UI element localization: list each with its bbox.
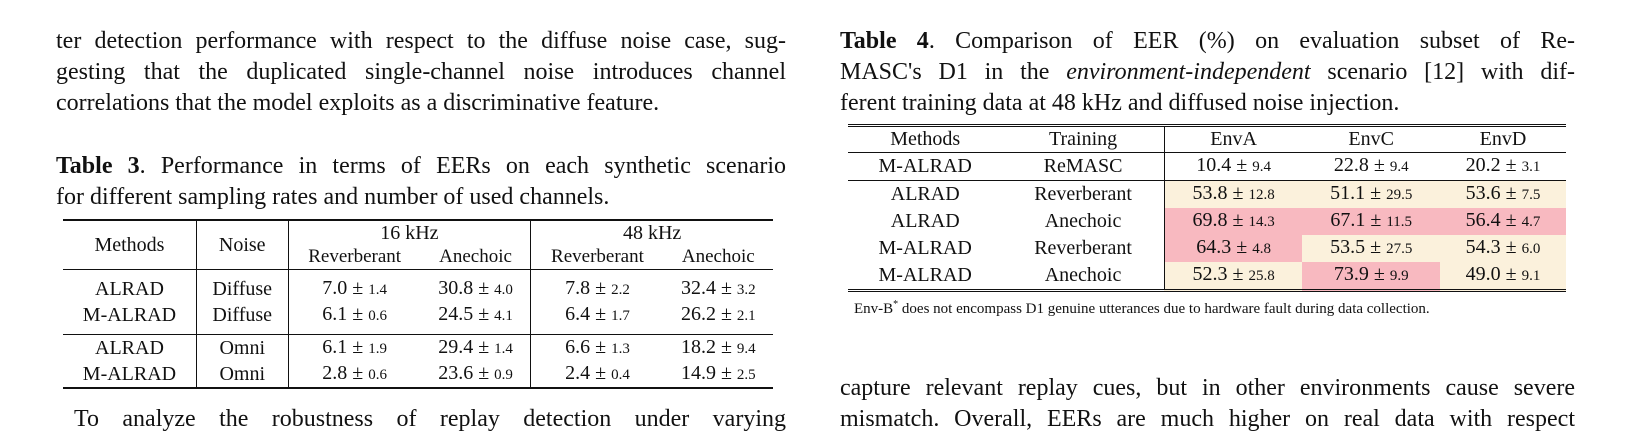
table3-cell: 26.2 ± 2.1 bbox=[680, 303, 756, 325]
table4-header: EnvA bbox=[1164, 126, 1302, 153]
table4-label: Table 4 bbox=[840, 28, 929, 54]
table4-cell: 53.6 ± 7.5 bbox=[1440, 181, 1566, 209]
table4-caption: Table 4. Comparison of EER (%) on evaluation subset of Re- MASC's D1 in the environment-independent scenario [12] with dif- ferent training data at 48 kHz and diffused noise injection. bbox=[840, 28, 1576, 116]
table3-cell: 6.1 ± 0.6 bbox=[322, 303, 388, 325]
table4-footnote: Env-B* does not encompass D1 genuine utterances due to hardware fault during data collection. bbox=[854, 299, 1430, 317]
table4-method: M-ALRAD bbox=[848, 262, 1002, 291]
bottom-paragraph-line: mismatch. Overall, EERs are much higher on real data with respect bbox=[840, 406, 1575, 432]
paragraph-line: correlations that the model exploits as a discriminative feature. bbox=[56, 90, 660, 116]
table4-training: Anechoic bbox=[1002, 208, 1164, 235]
table4-cell: 67.1 ± 11.5 bbox=[1302, 208, 1439, 235]
bottom-paragraph-line: To analyze the robustness of replay detection under varying bbox=[74, 406, 786, 432]
table3-cell: 18.2 ± 9.4 bbox=[664, 335, 773, 362]
table4-training: ReMASC bbox=[1002, 153, 1164, 181]
table4-method: M-ALRAD bbox=[878, 237, 972, 259]
table4-row bbox=[848, 262, 1566, 291]
table3-caption bbox=[56, 151, 786, 213]
table4-cell: 73.9 ± 9.9 bbox=[1302, 262, 1439, 291]
table3 bbox=[63, 219, 773, 389]
table4-cell: 52.3 ± 25.8 bbox=[1164, 262, 1302, 291]
table4-header: Training bbox=[1002, 126, 1164, 153]
table4-row bbox=[848, 153, 1566, 181]
table3-subheader: Anechoic bbox=[664, 245, 773, 270]
table3-cell: 14.9 ± 2.5 bbox=[664, 361, 773, 388]
table4-cell: 64.3 ± 4.8 bbox=[1164, 235, 1302, 262]
table3-subheader: Reverberant bbox=[288, 245, 421, 270]
table3-cell: 6.6 ± 1.3 bbox=[531, 335, 664, 362]
table3-method: ALRAD bbox=[63, 276, 196, 302]
table4 bbox=[848, 124, 1566, 292]
table4-cell: 54.3 ± 6.0 bbox=[1440, 235, 1566, 262]
table3-label: Table 3 bbox=[56, 153, 140, 179]
table4-header-row bbox=[848, 126, 1566, 153]
table3-subheader: Reverberant bbox=[531, 245, 664, 270]
table3-noise: Diffuse bbox=[196, 302, 288, 328]
table3-row bbox=[63, 361, 773, 388]
table4-cell: 53.8 ± 12.8 bbox=[1164, 181, 1302, 209]
table4-row bbox=[848, 208, 1566, 235]
table3-cell: 2.4 ± 0.4 bbox=[531, 361, 664, 388]
paragraph-line: capture relevant replay cues, but in other environments cause severe bbox=[840, 375, 1575, 401]
table4-cell: 22.8 ± 9.4 bbox=[1302, 153, 1439, 181]
table3-noise: Diffuse bbox=[196, 276, 288, 302]
table3-header-noise: Noise bbox=[196, 220, 288, 270]
table4-method: M-ALRAD bbox=[848, 153, 1002, 181]
table4-cell: 51.1 ± 29.5 bbox=[1302, 181, 1439, 209]
table3-cell: 6.4 ± 1.7 bbox=[565, 303, 630, 325]
table4-cell: 10.4 ± 9.4 bbox=[1164, 153, 1302, 181]
table4-header: EnvC bbox=[1302, 126, 1439, 153]
table3-row bbox=[63, 276, 773, 302]
table3-method: M-ALRAD bbox=[63, 361, 196, 388]
table3-row bbox=[63, 302, 773, 328]
table3-cell: 29.4 ± 1.4 bbox=[421, 335, 531, 362]
table3-caption-line2: for different sampling rates and number of used channels. bbox=[56, 184, 610, 210]
table4-training: Anechoic bbox=[1002, 262, 1164, 291]
table4-header: Methods bbox=[848, 126, 1002, 153]
table3-header-48khz: 48 kHz bbox=[531, 220, 773, 245]
table3-cell: 7.0 ± 1.4 bbox=[322, 277, 388, 299]
table3-header-row bbox=[63, 220, 773, 245]
table4-row bbox=[848, 181, 1566, 209]
table3-subheader: Anechoic bbox=[421, 245, 531, 270]
table4-cell: 56.4 ± 4.7 bbox=[1440, 208, 1566, 235]
table3-noise: Omni bbox=[196, 361, 288, 388]
table3-header-methods: Methods bbox=[63, 220, 196, 270]
table3-caption-text: . Performance in terms of EERs on each synthetic scenario bbox=[139, 153, 787, 179]
table4-method: ALRAD bbox=[890, 210, 960, 232]
table4-cell: 69.8 ± 14.3 bbox=[1164, 208, 1302, 235]
table3-method: M-ALRAD bbox=[63, 302, 196, 328]
table4-cell: 20.2 ± 3.1 bbox=[1440, 153, 1566, 181]
table4-training: Reverberant bbox=[1002, 181, 1164, 209]
table3-header-16khz: 16 kHz bbox=[288, 220, 531, 245]
table3-cell: 23.6 ± 0.9 bbox=[421, 361, 531, 388]
table4-training: Reverberant bbox=[1002, 235, 1164, 262]
table4-row bbox=[848, 235, 1566, 262]
table3-row bbox=[63, 335, 773, 362]
table3-cell: 7.8 ± 2.2 bbox=[565, 277, 630, 299]
table4-cell: 49.0 ± 9.1 bbox=[1440, 262, 1566, 291]
table4-method: ALRAD bbox=[890, 183, 960, 205]
paragraph-line: ter detection performance with respect to the diffuse noise case, sug- bbox=[56, 28, 786, 54]
table3-noise: Omni bbox=[196, 335, 288, 362]
table3-cell: 24.5 ± 4.1 bbox=[421, 302, 531, 328]
table3-method: ALRAD bbox=[63, 335, 196, 362]
table3-cell: 30.8 ± 4.0 bbox=[421, 276, 531, 302]
paragraph-line: gesting that the duplicated single-channel noise introduces channel bbox=[56, 59, 786, 85]
table4-header: EnvD bbox=[1440, 126, 1566, 153]
table3-cell: 6.1 ± 1.9 bbox=[288, 335, 421, 362]
table3-cell: 32.4 ± 3.2 bbox=[680, 277, 756, 299]
intro-paragraph bbox=[56, 26, 786, 119]
table4-cell: 53.5 ± 27.5 bbox=[1302, 235, 1439, 262]
table3-cell: 2.8 ± 0.6 bbox=[288, 361, 421, 388]
